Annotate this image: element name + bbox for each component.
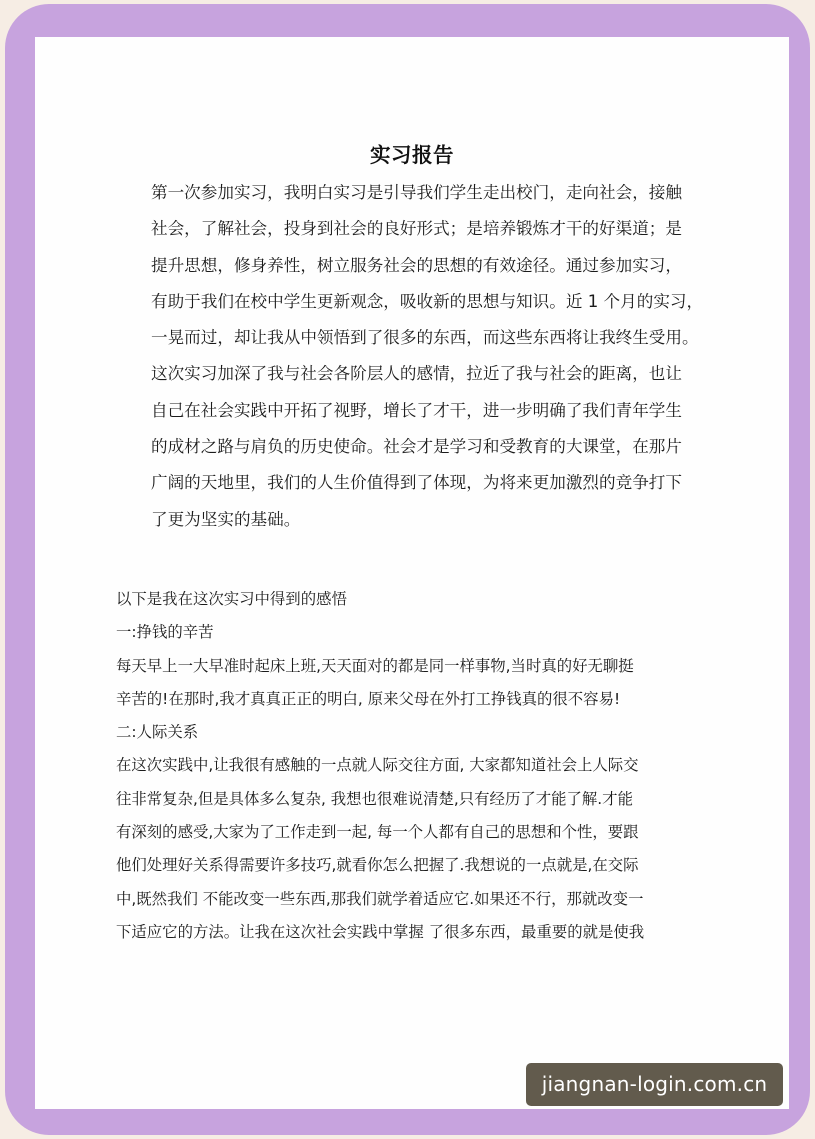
text-line: 中,既然我们 不能改变一些东西,那我们就学着适应它.如果还不行，那就改变一 [116,889,644,908]
text-line: 自己在社会实践中开拓了视野，增长了才干，进一步明确了我们青年学生 [151,400,682,420]
text-line: 这次实习加深了我与社会各阶层人的感情，拉近了我与社会的距离，也让 [151,364,682,384]
section-intro: 以下是我在这次实习中得到的感悟 [116,590,347,608]
decorative-frame [5,4,810,1135]
text-line: 提升思想，修身养性，树立服务社会的思想的有效途径。通过参加实习， [151,255,682,275]
body-section [116,583,776,949]
text-line: 了更为坚实的基础。 [151,509,301,529]
text-line: 辛苦的!在那时,我才真真正正的明白, 原来父母在外打工挣钱真的很不容易! [116,689,621,708]
text-line: 第一次参加实习，我明白实习是引导我们学生走出校门，走向社会，接触 [151,183,682,202]
section-heading-earning: 一:挣钱的辛苦 [116,623,214,642]
text-line: 每天早上一大早准时起床上班,天天面对的都是同一样事物,当时真的好无聊挺 [116,656,634,675]
text-line: 的成材之路与肩负的历史使命。社会才是学习和受教育的大课堂，在那片 [151,437,682,457]
text-line: 有助于我们在校中学生更新观念，吸收新的思想与知识。近 1 个月的实习， [151,291,704,311]
watermark-label: jiangnan-login.com.cn [526,1063,783,1106]
text-line: 往非常复杂,但是具体多么复杂, 我想也很难说清楚,只有经历了才能了解.才能 [116,789,633,808]
text-line: 下适应它的方法。让我在这次社会实践中掌握 了很多东西，最重要的就是使我 [116,922,645,941]
text-line: 广阔的天地里，我们的人生价值得到了体现，为将来更加激烈的竞争打下 [151,473,682,493]
text-line: 社会，了解社会，投身到社会的良好形式；是培养锻炼才干的好渠道；是 [151,219,682,239]
text-line: 他们处理好关系得需要许多技巧,就看你怎么把握了.我想说的一点就是,在交际 [116,856,639,875]
text-line: 在这次实践中,让我很有感触的一点就人际交往方面, 大家都知道社会上人际交 [116,756,639,775]
document-title: 实习报告 [370,143,454,167]
intro-paragraph [151,175,765,538]
section-heading-relationships: 二:人际关系 [116,723,199,742]
document-page [35,37,789,1109]
text-line: 有深刻的感受,大家为了工作走到一起, 每一个人都有自己的思想和个性，要跟 [116,823,639,842]
text-line: 一晃而过，却让我从中领悟到了很多的东西，而这些东西将让我终生受用。 [151,328,699,348]
